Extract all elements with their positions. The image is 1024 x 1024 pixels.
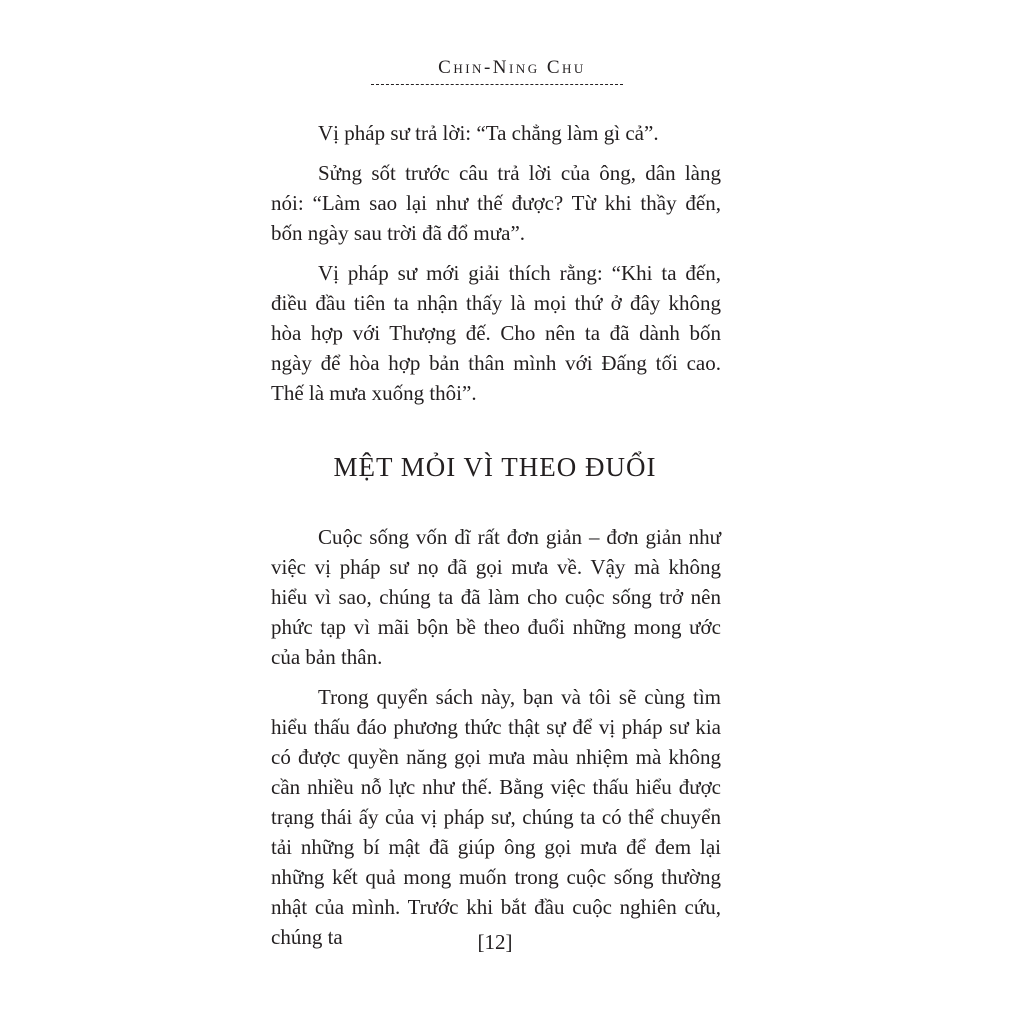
paragraph: Vị pháp sư mới giải thích rằng: “Khi ta đến, điều đầu tiên ta nhận thấy là mọi thứ ở đây không hòa hợp với Thượng đế. Cho nên ta đã dành bốn ngày để hòa hợp bản thân mình với Đấng tối cao. Thế là mưa xuống thôi”. [271, 261, 721, 405]
paragraph: Sửng sốt trước câu trả lời của ông, dân làng nói: “Làm sao lại như thế được? Từ khi thầy đến, bốn ngày sau trời đã đổ mưa”. [271, 161, 721, 245]
paragraph: Trong quyển sách này, bạn và tôi sẽ cùng tìm hiểu thấu đáo phương thức thật sự để vị pháp sư kia có được quyền năng gọi mưa màu nhiệm mà không cần nhiều nỗ lực như thế. Bằng việc thấu hiểu được trạng thái ấy của vị pháp sư, chúng ta có thể chuyển tải những bí mật đã giúp ông gọi mưa để đem lại những kết quả mong muốn trong cuộc sống thường nhật của mình. Trước khi bắt đầu cuộc nghiên cứu, chúng ta [271, 685, 721, 949]
intro-text-block [271, 118, 721, 418]
running-head-author: Chin-Ning Chu [438, 57, 586, 78]
paragraph: Vị pháp sư trả lời: “Ta chẳng làm gì cả”. [318, 121, 659, 145]
page-number: [12] [477, 930, 513, 954]
running-head-divider [371, 84, 623, 85]
section-heading: MỆT MỎI VÌ THEO ĐUỔI [333, 452, 657, 482]
section-text-block [271, 522, 721, 962]
paragraph: Cuộc sống vốn dĩ rất đơn giản – đơn giản như việc vị pháp sư nọ đã gọi mưa về. Vậy mà không hiểu vì sao, chúng ta đã làm cho cuộc sống trở nên phức tạp vì mãi bộn bề theo đuổi những mong ước của bản thân. [271, 525, 721, 669]
